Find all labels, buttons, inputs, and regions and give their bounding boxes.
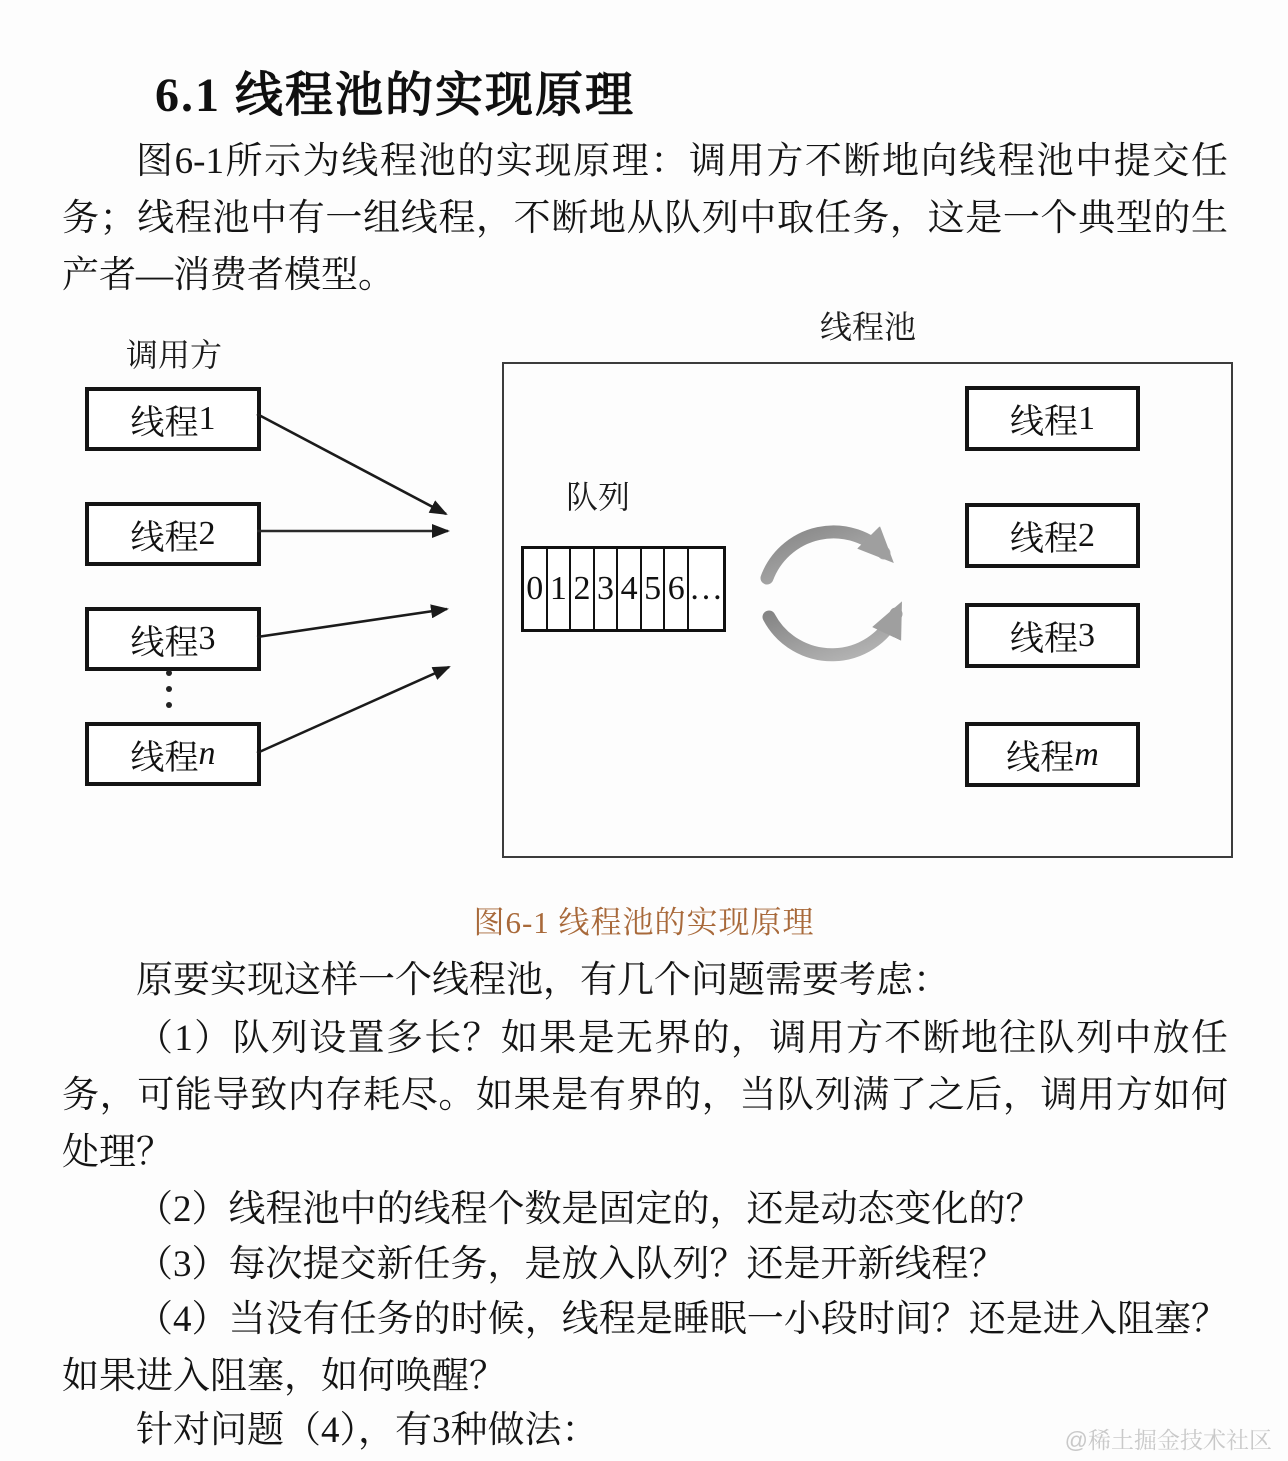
pool-thread-box-2 bbox=[965, 503, 1140, 568]
caller-label: 调用方 bbox=[126, 337, 223, 373]
thread-box-index: 1 bbox=[1078, 399, 1095, 437]
thread-box-index: 2 bbox=[1078, 516, 1095, 554]
thread-box-label: 线程 bbox=[130, 404, 199, 442]
queue-cell: 2 bbox=[571, 549, 595, 629]
queue-cell: 3 bbox=[595, 549, 619, 629]
pool-thread-box-3 bbox=[965, 603, 1140, 668]
question-4-paragraph: （4）当没有任务的时候，线程是睡眠一小段时间？还是进入阻塞？如果进入阻塞，如何唤醒？ bbox=[62, 1299, 1228, 1397]
thread-box-label: 线程 bbox=[130, 624, 199, 662]
approaches-paragraph: 针对问题（4），有3种做法： bbox=[136, 1410, 599, 1451]
consider-paragraph: 原要实现这样一个线程池，有几个问题需要考虑： bbox=[136, 960, 950, 1001]
caller-thread-box-n bbox=[85, 722, 261, 786]
question-3-paragraph: （3）每次提交新任务，是放入队列？还是开新线程？ bbox=[136, 1244, 1006, 1285]
thread-box-index: n bbox=[198, 735, 216, 772]
pool-thread-box-1 bbox=[965, 386, 1140, 451]
thread-box-label: 线程 bbox=[130, 739, 199, 777]
vertical-ellipsis-icon bbox=[85, 670, 253, 708]
thread-box-index: m bbox=[1074, 735, 1099, 773]
thread-box-label: 线程 bbox=[1010, 521, 1078, 558]
caller-thread-box-2 bbox=[85, 502, 261, 566]
thread-box-index: 3 bbox=[198, 620, 216, 657]
queue-label: 队列 bbox=[566, 479, 631, 515]
queue-cell: 4 bbox=[618, 549, 642, 629]
queue-cell-ellipsis: … bbox=[689, 570, 724, 607]
question-2-paragraph: （2）线程池中的线程个数是固定的，还是动态变化的？ bbox=[136, 1189, 1043, 1230]
queue-cell: 6 bbox=[665, 549, 689, 629]
section-title: 6.1 线程池的实现原理 bbox=[155, 69, 636, 123]
figure-caption: 图6-1 线程池的实现原理 bbox=[473, 905, 815, 940]
watermark: @稀土掘金技术社区 bbox=[1064, 1427, 1272, 1453]
pool-label: 线程池 bbox=[820, 309, 917, 345]
queue-cell: 1 bbox=[548, 549, 572, 629]
intro-paragraph: 图6-1所示为线程池的实现原理：调用方不断地向线程池中提交任务；线程池中有一组线程，不断地从队列中取任务，这是一个典型的生产者—消费者模型。 bbox=[62, 141, 1228, 296]
caller-thread-box-1 bbox=[85, 387, 261, 451]
question-1-paragraph: （1）队列设置多长？如果是无界的，调用方不断地往队列中放任务，可能导致内存耗尽。如果是有界的，当队列满了之后，调用方如何处理？ bbox=[62, 1018, 1228, 1173]
queue-cell: 0 bbox=[524, 549, 548, 629]
thread-box-label: 线程 bbox=[1010, 404, 1078, 441]
thread-box-label: 线程 bbox=[1010, 621, 1078, 658]
thread-box-index: 2 bbox=[198, 515, 216, 552]
thread-box-label: 线程 bbox=[130, 519, 199, 557]
caller-thread-box-3 bbox=[85, 607, 261, 671]
thread-box-label: 线程 bbox=[1006, 740, 1075, 777]
submit-arrow-3 bbox=[257, 609, 447, 637]
submit-arrow-n bbox=[257, 667, 449, 753]
submit-arrow-1 bbox=[257, 414, 446, 514]
thread-box-index: 3 bbox=[1078, 616, 1095, 654]
queue-cell: 5 bbox=[642, 549, 666, 629]
task-queue bbox=[521, 546, 726, 632]
thread-box-index: 1 bbox=[198, 400, 216, 437]
pool-thread-box-m bbox=[965, 722, 1140, 787]
